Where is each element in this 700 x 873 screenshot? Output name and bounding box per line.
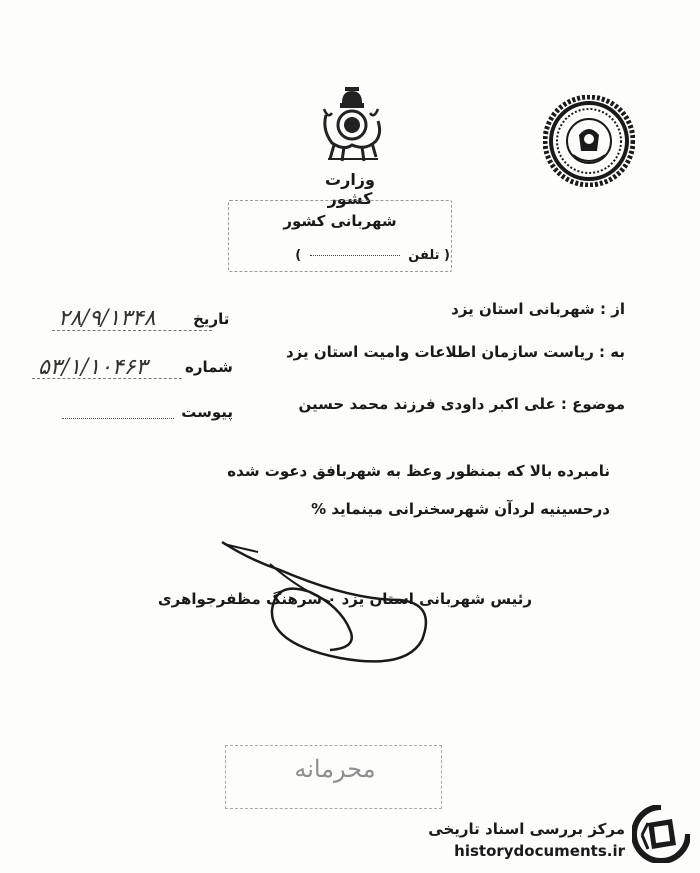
archive-center-name: مرکز بررسی اسناد تاریخی — [428, 820, 625, 838]
classification-stamp-text: محرمانه — [294, 755, 376, 783]
phone-label: تلفن — [408, 248, 440, 263]
number-underline — [32, 378, 182, 379]
phone-open-paren: ( — [444, 248, 450, 263]
phone-row — [250, 248, 450, 263]
attachment-label: پیوست — [181, 403, 233, 421]
department-title: شهربانی کشور — [283, 212, 397, 230]
letter-signer: رئیس شهربانی استان یزد ۰ سرهنگ مظفرجواهری — [157, 590, 532, 608]
number-value: ۵۳/۱/۱۰۴۶۳ — [38, 355, 148, 380]
phone-blank-line — [310, 255, 400, 256]
letter-to: به : ریاست سازمان اطلاعات وامیت استان یزد — [285, 343, 625, 361]
date-underline — [52, 330, 212, 331]
phone-close-paren: ) — [295, 248, 302, 263]
archive-center-logo-icon — [632, 805, 690, 863]
handwritten-signature — [210, 530, 440, 670]
number-label: شماره — [185, 358, 233, 376]
police-seal-stamp — [543, 95, 635, 187]
letter-body-line-1: نامبرده بالا که بمنظور وعظ به شهربافق دعوت شده — [227, 462, 610, 480]
date-label: تاریخ — [193, 310, 230, 328]
letter-body-line-2: درحسینیه لردآن شهرسخنرانی مینماید % — [311, 500, 610, 518]
archive-center-url: historydocuments.ir — [454, 842, 625, 860]
lion-and-sun-emblem-icon — [318, 85, 386, 165]
letter-subject: موضوع : علی اکبر داودی فرزند محمد حسین — [298, 395, 625, 413]
date-value: ۲۸/۹/۱۳۴۸ — [58, 306, 156, 331]
ministry-title: وزارت کشور — [325, 170, 375, 208]
letter-from: از : شهربانی استان یزد — [451, 300, 625, 318]
attachment-blank-line — [62, 418, 174, 419]
